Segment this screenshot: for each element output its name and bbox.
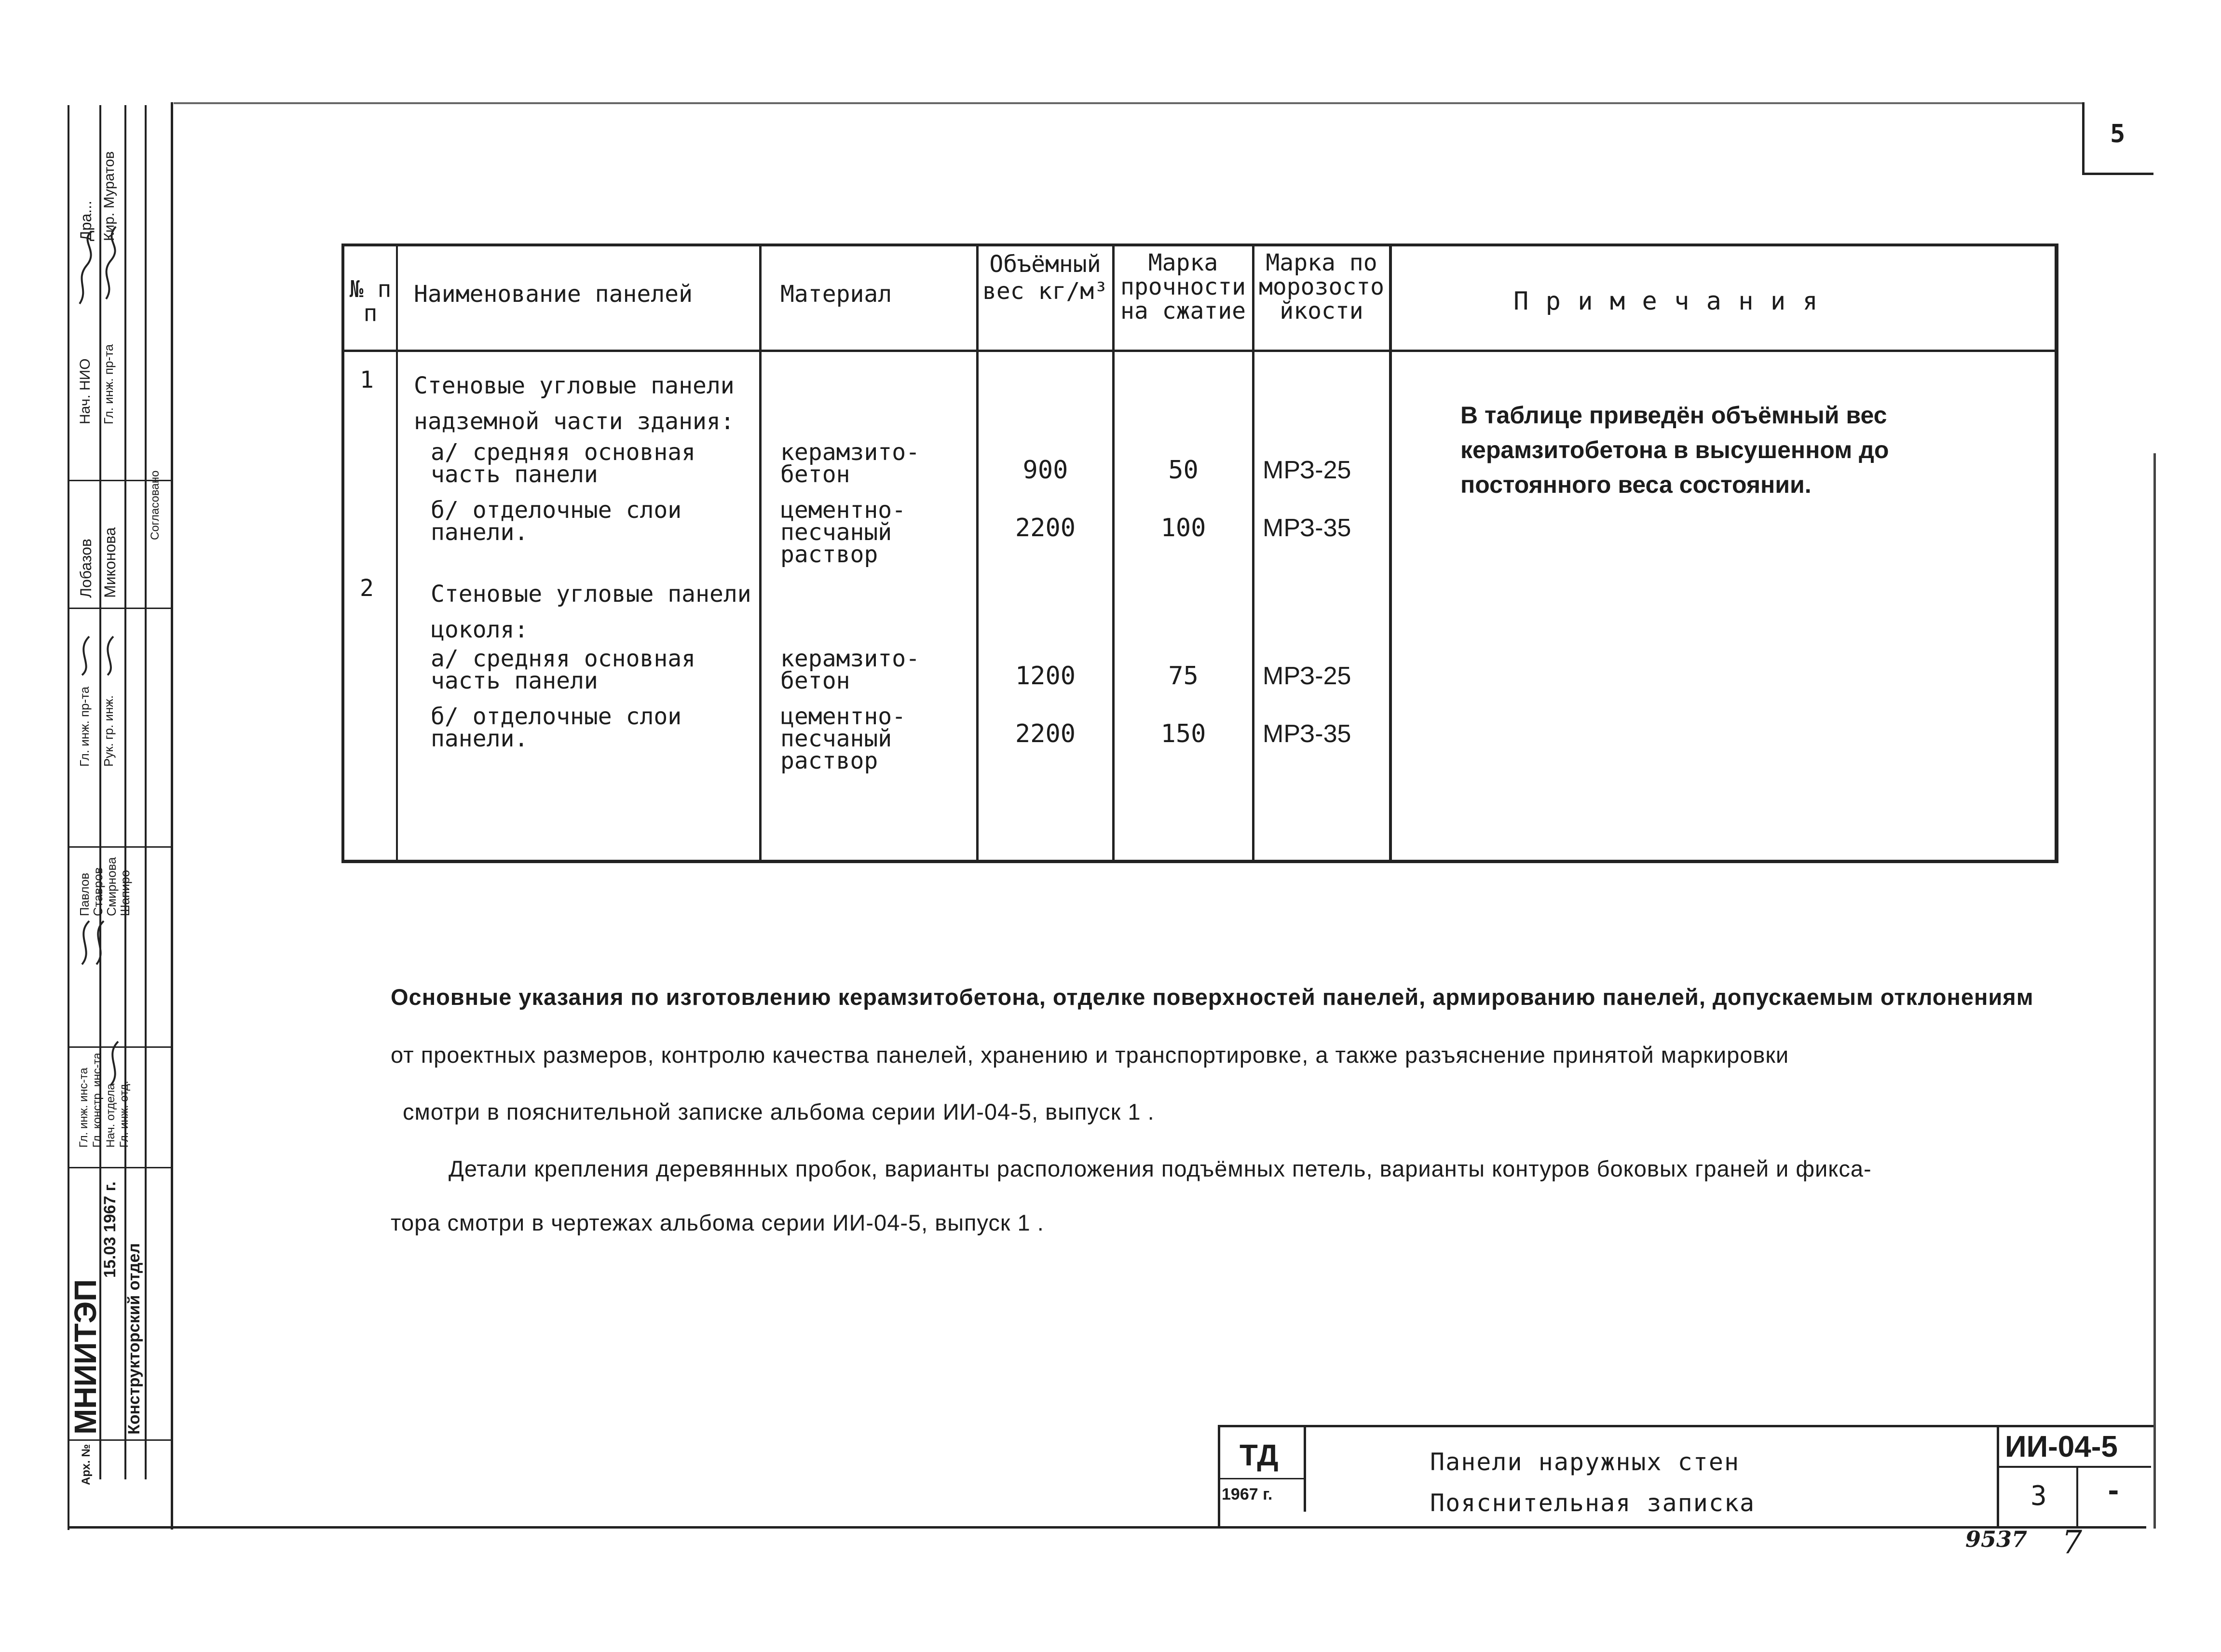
table-bottom-border xyxy=(341,860,2058,863)
signature-1 xyxy=(80,231,92,304)
body-p2-line1: Детали крепления деревянных пробок, варианты расположения подъёмных петель, варианты контуров боковых граней и фикса- xyxy=(449,1156,1872,1181)
body-p1-line1: Основные указания по изготовлению керамзитобетона, отделке поверхностей панелей, армированию панелей, допускаемым отклонениям xyxy=(391,984,2034,1010)
frame-top-line xyxy=(174,102,2084,104)
row2b-strength: 150 xyxy=(1160,719,1206,748)
body-p2-line2: тора смотри в чертежах альбома серии ИИ-04-5, выпуск 1 . xyxy=(391,1210,1044,1235)
strip-name-3: Миконова xyxy=(101,527,119,598)
table-col-line-5 xyxy=(1252,244,1254,863)
row2b-name: б/ отделочные слои панели. xyxy=(431,703,682,752)
tb-td-under xyxy=(1218,1478,1305,1479)
table-note: В таблице приведён объёмный вес керамзитобетона в высушенном до постоянного веса состоянии. xyxy=(1460,402,1889,498)
tb-top xyxy=(1218,1425,2153,1427)
strip-role-7: Гл. инж. отд. xyxy=(118,1081,131,1148)
row2-name: Стеновые угловые панели цоколя: xyxy=(431,581,751,643)
signature-3 xyxy=(82,636,89,675)
strip-role-0: Нач. НИО xyxy=(77,358,93,424)
strip-row-5 xyxy=(68,1167,171,1168)
body-p1-line2: от проектных размеров, контролю качества панелей, хранению и транспортировке, а также разъяснение принятой маркировки xyxy=(391,1042,1789,1068)
signature-2 xyxy=(106,227,116,299)
row2b-frost: МРЗ-35 xyxy=(1263,720,1351,748)
table-col-line-7 xyxy=(2055,244,2058,863)
table-col-line-4 xyxy=(1112,244,1115,863)
spec-table xyxy=(341,244,2058,863)
tb-div-2 xyxy=(1997,1425,1999,1529)
row1b-name: б/ отделочные слои панели. xyxy=(431,497,682,546)
header-strength: Марка прочности на сжатие xyxy=(1120,249,1246,325)
body-p1-line3: смотри в пояснительной записке альбома серии ИИ-04-5, выпуск 1 . xyxy=(403,1099,1155,1124)
strip-role-6: Нач. отдела xyxy=(104,1083,117,1148)
row1b-material: цементно-песчаный раствор xyxy=(780,497,906,568)
row1b-strength: 100 xyxy=(1160,514,1206,542)
row1a-frost: МРЗ-25 xyxy=(1263,456,1351,484)
tb-issue: 3 xyxy=(2030,1480,2047,1512)
strip-name-5: Ставров xyxy=(91,867,105,916)
strip-name-6: Смирнова xyxy=(104,857,119,916)
signature-5 xyxy=(82,921,89,964)
table-col-line-0 xyxy=(341,244,344,863)
header-weight: Объёмный вес кг/м³ xyxy=(982,251,1108,305)
tb-issue-div xyxy=(2076,1466,2078,1529)
inventory-mark: 7 xyxy=(2062,1524,2082,1561)
header-name: Наименование панелей xyxy=(414,281,693,308)
table-col-line-1 xyxy=(396,244,398,863)
frame-right-line xyxy=(2153,453,2156,1529)
strip-name-7: Шапиро xyxy=(118,870,132,916)
strip-role-2: Гл. инж. пр-та xyxy=(77,686,92,767)
strip-role-4: Гл. инж. инс-та xyxy=(77,1068,90,1148)
page-box-left xyxy=(2082,102,2085,175)
strip-name-4: Павлов xyxy=(77,872,92,916)
header-notes: П р и м е ч а н и я xyxy=(1513,287,1819,316)
row2b-weight: 2200 xyxy=(1015,719,1076,748)
table-col-line-6 xyxy=(1389,244,1392,863)
signature-6 xyxy=(96,921,104,964)
row2a-name: а/ средняя основная часть панели xyxy=(431,645,696,694)
strip-date: 15.03 1967 г. xyxy=(101,1181,119,1278)
row1a-strength: 50 xyxy=(1168,456,1199,485)
table-header-border xyxy=(341,350,2058,352)
page-box-bottom xyxy=(2082,173,2153,175)
row1a-weight: 900 xyxy=(1022,456,1068,485)
table-col-line-3 xyxy=(976,244,979,863)
tb-div-1 xyxy=(1304,1425,1306,1512)
row2a-material: керамзито-бетон xyxy=(780,645,920,694)
row2a-strength: 75 xyxy=(1168,662,1199,691)
strip-role-3: Рук. гр. инж. xyxy=(101,695,116,767)
tb-title-line2: Пояснительная записка xyxy=(1430,1489,1756,1517)
row1-num: 1 xyxy=(360,366,374,393)
frame-left-line xyxy=(171,102,173,1530)
signature-4 xyxy=(108,636,113,675)
strip-name-2: Лобазов xyxy=(77,539,95,598)
inventory-number: 9537 xyxy=(1965,1526,2028,1552)
tb-title-line1: Панели наружных стен xyxy=(1430,1448,1740,1476)
header-material: Материал xyxy=(780,281,892,308)
strip-approved: Согласовано xyxy=(149,470,162,540)
strip-name-1: Кир. Муратов xyxy=(101,151,117,241)
strip-dept: Конструкторский отдел xyxy=(125,1243,143,1435)
signature-7 xyxy=(111,1042,118,1085)
tb-left xyxy=(1218,1425,1220,1529)
title-block xyxy=(1218,1425,2153,1529)
table-col-line-2 xyxy=(759,244,762,863)
row1-name: Стеновые угловые панели надземной части здания: xyxy=(414,372,735,435)
row2b-material: цементно-песчаный раствор xyxy=(780,703,906,774)
header-frost: Марка по морозостойкости xyxy=(1258,249,1385,325)
tb-td: ТД xyxy=(1240,1439,1279,1472)
row1a-material: керамзито-бетон xyxy=(780,439,920,488)
header-num: № пп xyxy=(349,276,392,327)
page-number: 5 xyxy=(2110,120,2126,149)
table-top-border xyxy=(341,244,2058,246)
tb-year: 1967 г. xyxy=(1222,1485,1273,1503)
strip-row-6 xyxy=(68,1439,171,1441)
strip-arch: Арх. № xyxy=(80,1444,93,1485)
row1a-name: а/ средняя основная часть панели xyxy=(431,439,696,488)
tb-sheet: - xyxy=(2105,1476,2122,1507)
row2a-frost: МРЗ-25 xyxy=(1263,662,1351,690)
strip-role-1: Гл. инж. пр-та xyxy=(101,344,116,424)
strip-org: МНИИТЭП xyxy=(68,1279,103,1435)
row1b-frost: МРЗ-35 xyxy=(1263,514,1351,542)
row2a-weight: 1200 xyxy=(1015,662,1076,691)
strip-name-0: Дра... xyxy=(77,201,95,241)
tb-series-under xyxy=(1997,1466,2151,1468)
row2-num: 2 xyxy=(360,575,374,602)
signature-scribbles xyxy=(70,145,166,1109)
tb-series: ИИ-04-5 xyxy=(2005,1430,2118,1463)
row1b-weight: 2200 xyxy=(1015,514,1076,542)
strip-role-5: Гл. констр. инс-та xyxy=(91,1053,104,1148)
